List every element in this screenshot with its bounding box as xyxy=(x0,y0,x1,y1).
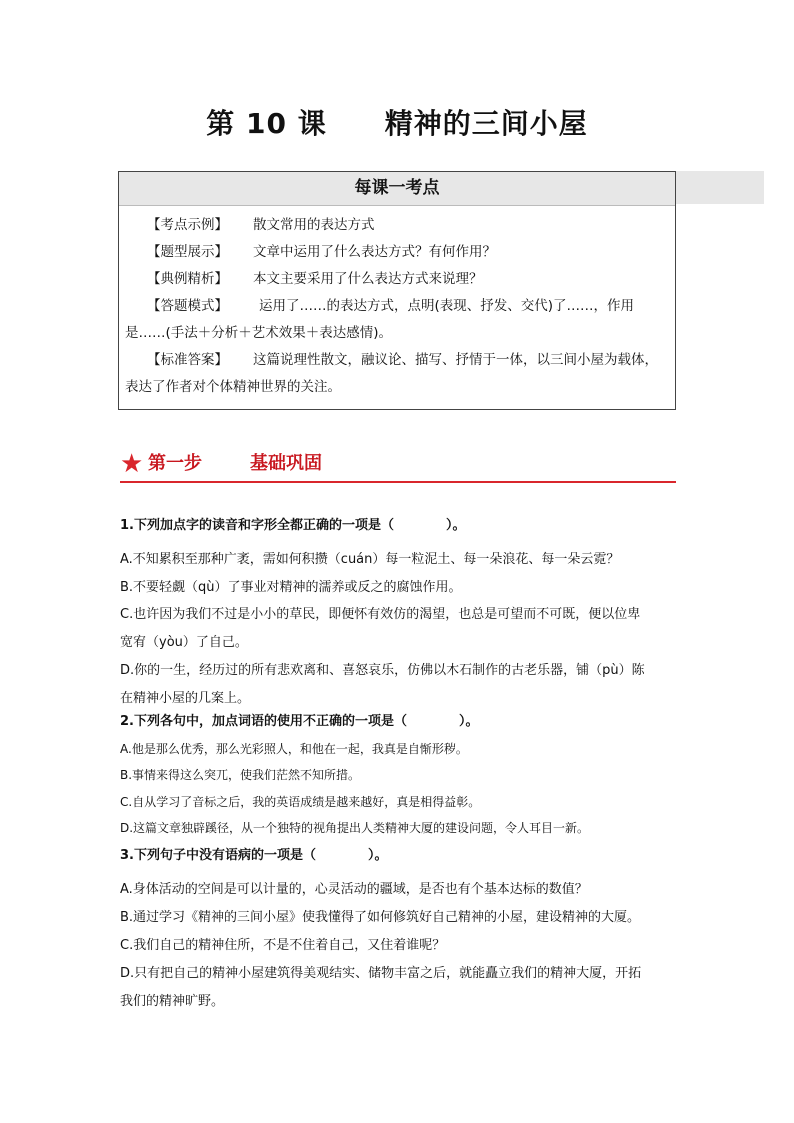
option-continued: 我们的精神旷野。 xyxy=(120,994,225,1009)
box-body xyxy=(119,206,675,401)
key-point-box xyxy=(118,171,676,410)
box-row: 【标准答案】 这篇说理性散文，融议论、描写、抒情于一体，以三间小屋为载体， xyxy=(147,352,658,368)
option: D.你的一生，经历过的所有悲欢离和、喜怒哀乐，仿佛以木石制作的古老乐器，铺（pù）陈 xyxy=(120,663,645,678)
star-icon: ★ xyxy=(120,449,144,479)
question-3 xyxy=(120,842,680,1016)
option: C.自从学习了音标之后，我的英语成绩是越来越好，真是相得益彰。 xyxy=(120,795,481,809)
box-row-continued: 表达了作者对个体精神世界的关注。 xyxy=(125,379,341,395)
question-stem: 1.下列加点字的读音和字形全都正确的一项是（ ）。 xyxy=(120,518,466,533)
question-2 xyxy=(120,708,680,842)
lesson-title: 精神的三间小屋 xyxy=(384,107,588,140)
question-1 xyxy=(120,512,680,713)
option-continued: 宽宥（yòu）了自己。 xyxy=(120,635,248,650)
box-row: 【答题模式】 运用了……的表达方式，点明(表现、抒发、交代)了……，作用 xyxy=(147,298,635,314)
step-label: 第一步 xyxy=(148,453,202,474)
option: D.这篇文章独辟蹊径，从一个独特的视角提出人类精神大厦的建设问题，令人耳目一新。 xyxy=(120,821,590,835)
page-title xyxy=(0,104,794,144)
box-row-continued: 是……(手法＋分析＋艺术效果＋表达感情)。 xyxy=(125,325,393,341)
option: A.他是那么优秀，那么光彩照人，和他在一起，我真是自惭形秽。 xyxy=(120,742,468,756)
box-heading-extension xyxy=(676,171,764,204)
box-row: 【典例精析】 本文主要采用了什么表达方式来说理？ xyxy=(147,271,483,287)
option-continued: 在精神小屋的几案上。 xyxy=(120,691,251,706)
question-stem: 3.下列句子中没有语病的一项是（ ）。 xyxy=(120,848,388,863)
step-header xyxy=(120,447,676,483)
step-title: 基础巩固 xyxy=(250,453,322,474)
option: B.事情来得这么突兀，使我们茫然不知所措。 xyxy=(120,768,361,782)
lesson-number: 第 10 课 xyxy=(206,107,327,140)
box-heading: 每课一考点 xyxy=(119,172,675,206)
option: B.通过学习《精神的三间小屋》使我懂得了如何修筑好自己精神的小屋，建设精神的大厦。 xyxy=(120,910,641,925)
question-stem: 2.下列各句中，加点词语的使用不正确的一项是（ ）。 xyxy=(120,714,479,729)
option: D.只有把自己的精神小屋建筑得美观结实、储物丰富之后，就能矗立我们的精神大厦，开拓 xyxy=(120,966,642,981)
option: C.也许因为我们不过是小小的草民，即便怀有效仿的渴望，也总是可望而不可既，便以位卑 xyxy=(120,607,641,622)
option: C.我们自己的精神住所，不是不住着自己，又住着谁呢？ xyxy=(120,938,446,953)
option: A.不知累积至那种广袤，需如何积攒（cuán）每一粒泥土、每一朵浪花、每一朵云霓？ xyxy=(120,552,620,567)
option: B.不要轻觑（qù）了事业对精神的濡养或反之的腐蚀作用。 xyxy=(120,580,462,595)
box-row: 【题型展示】 文章中运用了什么表达方式？有何作用？ xyxy=(147,244,496,260)
box-row: 【考点示例】 散文常用的表达方式 xyxy=(147,217,375,233)
option: A.身体活动的空间是可以计量的，心灵活动的疆域，是否也有个基本达标的数值？ xyxy=(120,882,588,897)
